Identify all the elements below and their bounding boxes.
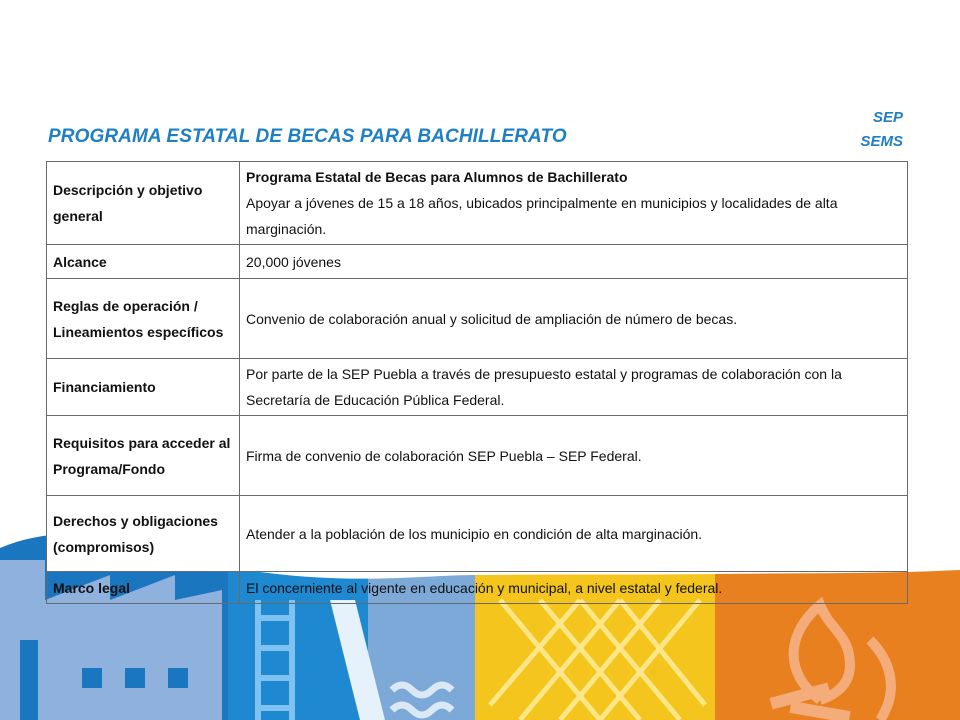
row-label: Descripción y objetivo general [47,162,240,245]
row-value: Por parte de la SEP Puebla a través de presupuesto estatal y programas de colaboración con la Secretaría de Educación Pública Federal. [240,359,908,416]
row-value: Convenio de colaboración anual y solicitud de ampliación de número de becas. [240,279,908,359]
description-text: Apoyar a jóvenes de 15 a 18 años, ubicados principalmente en municipios y localidades de alta marginación. [246,195,838,237]
slide-title: PROGRAMA ESTATAL DE BECAS PARA BACHILLERATO [48,126,567,147]
row-value [240,162,908,245]
organization-label [860,106,903,154]
table-row [47,359,908,416]
table-row [47,416,908,496]
row-value: Atender a la población de los municipio en condición de alta marginación. [240,496,908,572]
row-label: Marco legal [47,572,240,604]
table-row [47,496,908,572]
row-value: Firma de convenio de colaboración SEP Puebla – SEP Federal. [240,416,908,496]
row-label: Alcance [47,245,240,279]
table-row [47,572,908,604]
row-label: Derechos y obligaciones (compromisos) [47,496,240,572]
program-info-table [46,161,908,604]
table-row [47,245,908,279]
org-line-sems: SEMS [860,133,903,150]
row-value: El concerniente al vigente en educación y municipal, a nivel estatal y federal. [240,572,908,604]
table-row [47,162,908,245]
org-line-sep: SEP [872,109,903,126]
table-row [47,279,908,359]
row-label: Requisitos para acceder al Programa/Fondo [47,416,240,496]
description-title: Programa Estatal de Becas para Alumnos de Bachillerato [246,169,628,185]
row-label: Financiamiento [47,359,240,416]
row-label: Reglas de operación / Lineamientos específicos [47,279,240,359]
row-value: 20,000 jóvenes [240,245,908,279]
